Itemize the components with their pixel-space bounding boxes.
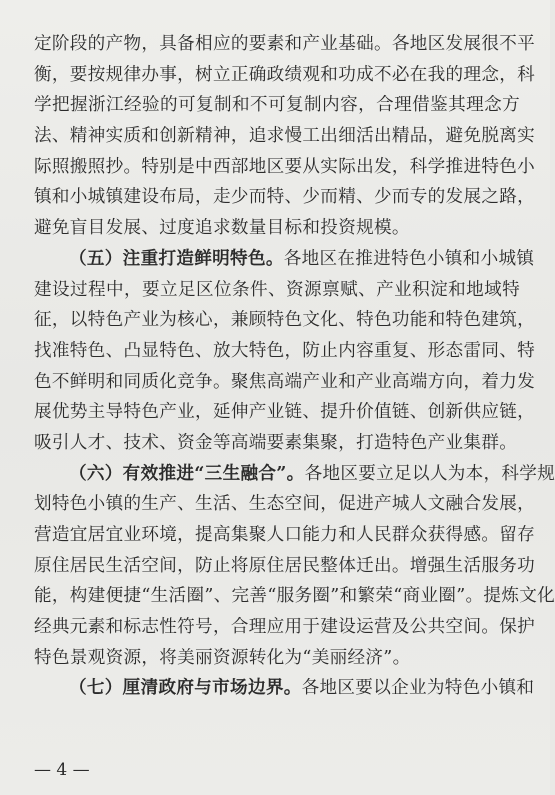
paragraph-line: 建设过程中，要立足区位条件、资源禀赋、产业积淀和地域特 — [34, 279, 520, 300]
paragraph-line: 色不鲜明和同质化竞争。聚焦高端产业和产业高端方向，着力发 — [34, 371, 536, 392]
section-6-heading: （六）有效推进“三生融合”。 — [69, 462, 305, 484]
paragraph-line: 原住居民生活空间，防止将原住居民整体迁出。增强生活服务功 — [34, 555, 536, 576]
section-5-text: 各地区在推进特色小镇和小城镇 — [283, 248, 535, 269]
section-5-first-line — [34, 244, 535, 275]
paragraph-line: 法、精神实质和创新精神，追求慢工出细活出精品，避免脱离实 — [34, 126, 536, 147]
paragraph-line: 征，以特色产业为核心，兼顾特色文化、特色功能和特色建筑， — [34, 310, 536, 331]
paragraph-line: 展优势主导特色产业，延伸产业链、提升价值链、创新供应链， — [34, 402, 536, 423]
paragraph-line: 衡，要按规律办事，树立正确政绩观和功成不必在我的理念，科 — [34, 64, 536, 85]
section-6-first-line — [34, 459, 555, 490]
section-7-text: 各地区要以企业为特色小镇和 — [301, 678, 535, 699]
section-7-first-line — [34, 673, 535, 704]
paragraph-line: 营造宜居宜业环境，提高集聚人口能力和人民群众获得感。留存 — [34, 525, 536, 545]
paragraph-line: 经典元素和标志性符号，合理应用于建设运营及公共空间。保护 — [34, 617, 536, 638]
section-5-heading: （五）注重打造鲜明特色。 — [69, 247, 284, 269]
paragraph-line: 学把握浙江经验的可复制和不可复制内容，合理借鉴其理念方 — [34, 95, 520, 116]
paragraph-line: 定阶段的产物，具备相应的要素和产业基础。各地区发展很不平 — [34, 34, 536, 54]
paragraph-line: 吸引人才、技术、资金等高端要素集聚，打造特色产业集群。 — [34, 432, 518, 453]
paragraph-line: 镇和小城镇建设布局，走少而特、少而精、少而专的发展之路， — [34, 187, 536, 208]
paragraph-line: 际照搬照抄。特别是中西部地区要从实际出发，科学推进特色小 — [34, 156, 536, 177]
section-7-heading: （七）厘清政府与市场边界。 — [69, 677, 302, 699]
body-text — [34, 29, 555, 704]
paragraph-line: 特色景观资源，将美丽资源转化为“美丽经济”。 — [34, 647, 411, 668]
page-number: — 4 — — [34, 760, 90, 780]
paragraph-line: 能，构建便捷“生活圈”、完善“服务圈”和繁荣“商业圈”。提炼文化 — [34, 586, 555, 607]
paragraph-line: 避免盲目发展、过度追求数量目标和投资规模。 — [34, 218, 410, 239]
section-6-text: 各地区要立足以人为本，科学规 — [304, 463, 555, 484]
paragraph-line: 找准特色、凸显特色、放大特色，防止内容重复、形态雷同、特 — [34, 340, 536, 361]
paragraph-line: 划特色小镇的生产、生活、生态空间，促进产城人文融合发展， — [34, 494, 536, 515]
